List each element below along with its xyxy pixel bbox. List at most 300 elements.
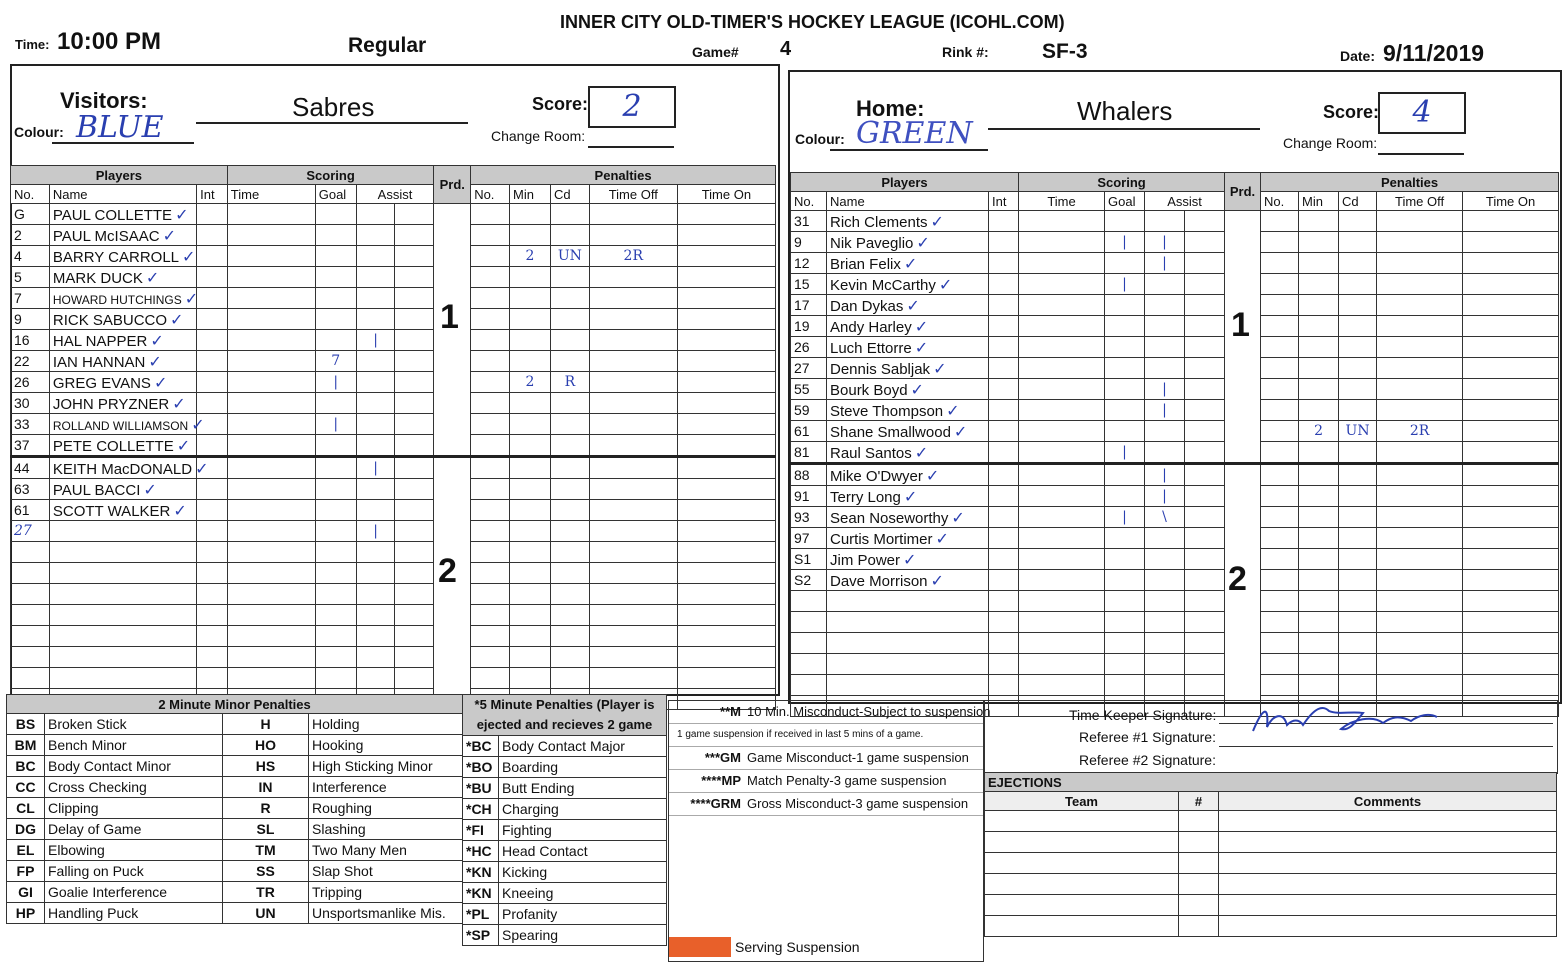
penalty-number-cell	[1261, 633, 1299, 654]
int-cell	[989, 464, 1019, 486]
assist-cell: |	[1145, 400, 1185, 421]
goal-cell	[315, 330, 356, 351]
player-number	[791, 675, 827, 696]
penalty-code-cell	[1339, 232, 1377, 253]
goal-cell	[1105, 570, 1145, 591]
table-row	[11, 393, 776, 414]
attendance-check-icon: ✓	[946, 400, 960, 420]
goal-time-cell	[227, 330, 315, 351]
ejection-cell	[1179, 874, 1219, 895]
attendance-check-icon: ✓	[182, 246, 196, 266]
assist2-cell	[1185, 295, 1225, 316]
minor-penalty-row	[7, 756, 463, 777]
ejection-cell	[1179, 832, 1219, 853]
minor-code: CC	[7, 777, 45, 798]
penalty-number-cell	[1261, 400, 1299, 421]
player-number: 22	[11, 351, 50, 372]
time-off-cell	[589, 204, 677, 225]
penalty-code-cell	[550, 605, 589, 626]
assist2-cell	[395, 267, 434, 288]
assist2-cell	[1185, 486, 1225, 507]
table-row	[791, 337, 1559, 358]
assist-cell	[356, 563, 395, 584]
time-off-cell	[589, 626, 677, 647]
penalty-code-cell	[550, 626, 589, 647]
penalty-code-cell	[550, 668, 589, 689]
assist2-cell	[395, 542, 434, 563]
date-value: 9/11/2019	[1383, 40, 1485, 66]
minor-code: BS	[7, 714, 45, 735]
time-on-cell	[677, 500, 775, 521]
player-name	[49, 563, 196, 584]
player-number: 19	[791, 316, 827, 337]
misconduct-row	[669, 747, 983, 770]
goal-time-cell	[227, 626, 315, 647]
table-row	[791, 507, 1559, 528]
assist2-cell	[395, 288, 434, 309]
misconduct-desc: 1 game suspension if received in last 5 mins of a game.	[677, 729, 924, 740]
penalty-code-cell	[1339, 507, 1377, 528]
assist-cell	[356, 267, 395, 288]
goal-cell	[315, 668, 356, 689]
player-name: GREG EVANS ✓	[49, 372, 196, 393]
penalty-number-cell	[471, 479, 510, 500]
player-name: BARRY CARROLL ✓	[49, 246, 196, 267]
penalty-code-cell	[1339, 486, 1377, 507]
misconduct-code: ****GRM	[690, 796, 741, 811]
player-name	[49, 647, 196, 668]
int-cell	[197, 605, 228, 626]
penalty-min-cell	[1299, 211, 1339, 232]
visitors-colour-label: Colour:	[14, 124, 64, 140]
goal-time-cell	[1019, 549, 1105, 570]
attendance-check-icon: ✓	[930, 570, 944, 590]
scoring-header: Scoring	[1019, 173, 1225, 192]
ejection-cell	[985, 895, 1179, 916]
goal-time-cell	[227, 584, 315, 605]
goal-cell	[1105, 633, 1145, 654]
table-row	[791, 358, 1559, 379]
minor-code: EL	[7, 840, 45, 861]
time-off-cell	[589, 500, 677, 521]
assist-cell	[1145, 675, 1185, 696]
assist2-cell	[395, 351, 434, 372]
int-cell	[197, 647, 228, 668]
home-score-label: Score:	[1323, 102, 1380, 122]
player-name	[827, 675, 989, 696]
table-row	[11, 372, 776, 393]
time-off-cell	[1377, 654, 1463, 675]
penalty-number-cell	[471, 246, 510, 267]
penalty-code-cell	[1339, 337, 1377, 358]
goal-time-cell	[227, 372, 315, 393]
assist2-cell	[395, 605, 434, 626]
misconduct-desc: Gross Misconduct-3 game suspension	[747, 796, 969, 811]
time-off-cell	[1377, 442, 1463, 464]
player-number: 16	[11, 330, 50, 351]
penalty-number-cell	[471, 521, 510, 542]
player-number: 12	[791, 253, 827, 274]
player-name	[49, 542, 196, 563]
player-number	[11, 668, 50, 689]
int-cell	[197, 309, 228, 330]
player-number: 93	[791, 507, 827, 528]
time-off-cell	[589, 225, 677, 246]
assist-cell	[356, 204, 395, 225]
attendance-check-icon: ✓	[170, 309, 184, 329]
attendance-check-icon: ✓	[910, 379, 924, 399]
assist2-cell	[1185, 211, 1225, 232]
player-name: PETE COLLETTE ✓	[49, 435, 196, 457]
player-number	[11, 647, 50, 668]
player-name: Luch Ettorre ✓	[827, 337, 989, 358]
minor-code: GI	[7, 882, 45, 903]
assist-cell	[356, 500, 395, 521]
home-change-room-label: Change Room:	[1283, 135, 1378, 151]
player-name: Mike O'Dwyer ✓	[827, 464, 989, 486]
player-number	[791, 654, 827, 675]
col-int: Int	[197, 185, 228, 204]
assist2-cell	[1185, 528, 1225, 549]
time-off-cell	[589, 542, 677, 563]
attendance-check-icon: ✓	[935, 528, 949, 548]
visitors-scoresheet	[10, 165, 776, 710]
goal-cell	[1105, 379, 1145, 400]
ejection-cell	[1219, 874, 1557, 895]
penalty-number-cell	[471, 393, 510, 414]
int-cell	[989, 421, 1019, 442]
penalty-code-cell	[550, 563, 589, 584]
ejection-row	[985, 811, 1557, 832]
major-code: *SP	[463, 925, 499, 946]
goal-cell	[315, 479, 356, 500]
goal-cell: |	[1105, 507, 1145, 528]
penalty-number-cell	[471, 288, 510, 309]
minor-code: CL	[7, 798, 45, 819]
penalty-min-cell	[510, 500, 551, 521]
penalty-code-cell	[550, 647, 589, 668]
time-on-cell	[677, 563, 775, 584]
time-on-cell	[1463, 633, 1559, 654]
assist-cell	[356, 647, 395, 668]
assist-cell: |	[356, 330, 395, 351]
time-off-cell	[1377, 570, 1463, 591]
minor-penalty-row	[7, 882, 463, 903]
int-cell	[989, 211, 1019, 232]
player-number: 37	[11, 435, 50, 457]
attendance-check-icon: ✓	[162, 225, 176, 245]
assist-cell	[1145, 591, 1185, 612]
penalty-min-cell	[1299, 528, 1339, 549]
player-name: Dennis Sabljak ✓	[827, 358, 989, 379]
int-cell	[989, 379, 1019, 400]
penalty-min-cell	[1299, 591, 1339, 612]
assist-cell	[1145, 633, 1185, 654]
goal-cell	[1105, 295, 1145, 316]
penalty-number-cell	[1261, 528, 1299, 549]
major-desc: Butt Ending	[499, 778, 667, 799]
major-desc: Spearing	[499, 925, 667, 946]
assist-cell	[356, 414, 395, 435]
penalties-header: Penalties	[1261, 173, 1559, 192]
penalty-number-cell	[1261, 379, 1299, 400]
assist-cell	[356, 225, 395, 246]
player-name: Steve Thompson ✓	[827, 400, 989, 421]
player-number: S2	[791, 570, 827, 591]
time-off-cell	[589, 668, 677, 689]
goal-cell: |	[1105, 232, 1145, 253]
table-row	[11, 288, 776, 309]
penalty-code-cell	[550, 225, 589, 246]
player-number: 4	[11, 246, 50, 267]
player-name: ROLLAND WILLIAMSON ✓	[49, 414, 196, 435]
table-row	[11, 225, 776, 246]
time-off-cell	[1377, 316, 1463, 337]
col-assist: Assist	[356, 185, 434, 204]
ejection-cell	[1219, 895, 1557, 916]
goal-time-cell	[1019, 337, 1105, 358]
col-time: Time	[227, 185, 315, 204]
time-on-cell	[1463, 528, 1559, 549]
player-number	[791, 633, 827, 654]
penalty-min-cell	[1299, 633, 1339, 654]
minor-penalties-legend	[6, 694, 463, 924]
minor-desc: Body Contact Minor	[45, 756, 223, 777]
time-on-cell	[1463, 654, 1559, 675]
attendance-check-icon: ✓	[173, 500, 187, 520]
time-off-cell	[589, 288, 677, 309]
assist-cell	[1145, 316, 1185, 337]
penalty-min-cell	[1299, 337, 1339, 358]
goal-cell	[1105, 528, 1145, 549]
major-penalty-row	[463, 925, 667, 946]
col-min: Min	[1299, 192, 1339, 211]
assist2-cell	[1185, 570, 1225, 591]
time-on-cell	[1463, 675, 1559, 696]
time-on-cell	[677, 668, 775, 689]
major-penalty-row	[463, 862, 667, 883]
time-off-cell	[589, 393, 677, 414]
goal-cell	[1105, 211, 1145, 232]
penalty-code-cell	[1339, 675, 1377, 696]
penalty-number-cell	[471, 584, 510, 605]
penalty-number-cell	[471, 668, 510, 689]
league-title: INNER CITY OLD-TIMER'S HOCKEY LEAGUE (ICOHL.COM)	[560, 12, 1065, 32]
penalty-code-cell	[550, 351, 589, 372]
time-on-cell	[1463, 421, 1559, 442]
minor-desc: Cross Checking	[45, 777, 223, 798]
player-number: 88	[791, 464, 827, 486]
home-colour: GREEN	[856, 116, 973, 151]
assist-cell	[1145, 358, 1185, 379]
minor-desc: Broken Stick	[45, 714, 223, 735]
time-off-cell	[589, 435, 677, 457]
minor-desc2: High Sticking Minor	[309, 756, 463, 777]
assist2-cell	[395, 330, 434, 351]
col-time-off: Time Off	[1377, 192, 1463, 211]
penalty-number-cell	[471, 647, 510, 668]
minor-code2: SL	[223, 819, 309, 840]
int-cell	[197, 500, 228, 521]
int-cell	[989, 675, 1019, 696]
assist-cell	[1145, 421, 1185, 442]
assist2-cell	[395, 204, 434, 225]
goal-time-cell	[1019, 570, 1105, 591]
ejection-cell	[1179, 811, 1219, 832]
signature-box	[984, 700, 1558, 774]
minor-penalty-row	[7, 798, 463, 819]
table-row	[11, 267, 776, 288]
table-row	[11, 309, 776, 330]
minor-desc2: Interference	[309, 777, 463, 798]
int-cell	[197, 563, 228, 584]
int-cell	[989, 253, 1019, 274]
int-cell	[197, 393, 228, 414]
assist-cell: \	[1145, 507, 1185, 528]
goal-cell: |	[315, 414, 356, 435]
penalty-number-cell	[1261, 442, 1299, 464]
time-on-cell	[1463, 211, 1559, 232]
penalty-number-cell	[471, 605, 510, 626]
game-number-label: Game#	[692, 44, 739, 60]
penalty-code-cell	[550, 414, 589, 435]
goal-time-cell	[227, 500, 315, 521]
major-desc: Body Contact Major	[499, 736, 667, 757]
col-int: Int	[989, 192, 1019, 211]
int-cell	[197, 351, 228, 372]
assist-cell	[1145, 654, 1185, 675]
goal-time-cell	[227, 668, 315, 689]
ejection-cell	[1219, 832, 1557, 853]
minor-desc: Goalie Interference	[45, 882, 223, 903]
attendance-check-icon: ✓	[925, 465, 940, 485]
scoring-header: Scoring	[227, 166, 434, 185]
player-number: 81	[791, 442, 827, 464]
assist-cell	[1145, 442, 1185, 464]
table-row	[11, 521, 776, 542]
penalty-min-cell	[1299, 358, 1339, 379]
time-off-cell: 2R	[1377, 421, 1463, 442]
player-number: 26	[791, 337, 827, 358]
penalty-number-cell	[1261, 337, 1299, 358]
player-name: Nik Paveglio ✓	[827, 232, 989, 253]
major-desc: Charging	[499, 799, 667, 820]
penalty-code-cell	[1339, 295, 1377, 316]
major-desc: Boarding	[499, 757, 667, 778]
major-penalty-row	[463, 883, 667, 904]
visitors-label: Visitors:	[60, 88, 148, 113]
visitors-colour: BLUE	[76, 110, 164, 145]
table-row	[791, 316, 1559, 337]
misconduct-row	[669, 724, 983, 747]
table-row	[791, 442, 1559, 464]
player-name: Sean Noseworthy ✓	[827, 507, 989, 528]
player-number: 27	[791, 358, 827, 379]
penalty-code-cell	[550, 521, 589, 542]
goal-cell	[1105, 253, 1145, 274]
penalty-number-cell	[471, 225, 510, 246]
int-cell	[197, 668, 228, 689]
assist2-cell	[395, 500, 434, 521]
player-name: Terry Long ✓	[827, 486, 989, 507]
time-off-cell	[1377, 232, 1463, 253]
major-penalties-legend	[462, 694, 667, 946]
int-cell	[197, 288, 228, 309]
home-period-1: 1	[1231, 306, 1250, 344]
ejection-cell	[985, 853, 1179, 874]
int-cell	[989, 274, 1019, 295]
goal-time-cell	[227, 393, 315, 414]
player-name	[49, 584, 196, 605]
penalty-number-cell	[1261, 421, 1299, 442]
minor-code2: TR	[223, 882, 309, 903]
major-header: *5 Minute Penalties (Player is ejected and recieves 2 game	[463, 695, 667, 736]
penalty-min-cell	[510, 605, 551, 626]
assist2-cell	[395, 521, 434, 542]
goal-cell	[315, 563, 356, 584]
goal-cell	[1105, 591, 1145, 612]
time-off-cell	[1377, 507, 1463, 528]
int-cell	[989, 358, 1019, 379]
goal-time-cell	[1019, 528, 1105, 549]
player-name: Dan Dykas ✓	[827, 295, 989, 316]
table-row	[791, 633, 1559, 654]
assist-cell	[1145, 549, 1185, 570]
assist2-cell	[1185, 337, 1225, 358]
game-time: 10:00 PM	[57, 28, 162, 55]
time-on-cell	[1463, 274, 1559, 295]
assist2-cell	[1185, 591, 1225, 612]
int-cell	[989, 400, 1019, 421]
time-on-cell	[677, 479, 775, 500]
time-off-cell	[589, 521, 677, 542]
assist2-cell	[1185, 549, 1225, 570]
int-cell	[989, 232, 1019, 253]
time-off-cell	[1377, 295, 1463, 316]
assist-cell	[356, 605, 395, 626]
misconduct-code: **M	[720, 704, 741, 719]
ejection-cell	[985, 874, 1179, 895]
assist2-cell	[395, 647, 434, 668]
int-cell	[197, 479, 228, 500]
penalty-number-cell	[471, 435, 510, 457]
assist2-cell	[395, 246, 434, 267]
ejections-col-number: #	[1179, 792, 1219, 811]
attendance-check-icon: ✓	[145, 267, 160, 287]
ejection-cell	[1219, 916, 1557, 937]
time-on-cell	[677, 246, 775, 267]
assist2-cell	[395, 309, 434, 330]
penalty-number-cell	[471, 626, 510, 647]
ejection-row	[985, 853, 1557, 874]
time-off-cell	[589, 267, 677, 288]
penalty-min-cell	[510, 267, 551, 288]
attendance-check-icon: ✓	[143, 479, 157, 499]
minor-desc: Bench Minor	[45, 735, 223, 756]
penalty-min-cell	[510, 309, 551, 330]
minor-code2: R	[223, 798, 309, 819]
visitors-team-underline	[196, 122, 468, 124]
int-cell	[197, 521, 228, 542]
assist-cell	[356, 668, 395, 689]
minor-desc: Delay of Game	[45, 819, 223, 840]
int-cell	[197, 267, 228, 288]
visitors-period-2: 2	[438, 552, 457, 590]
col-pen-no: No.	[1261, 192, 1299, 211]
assist-cell	[1145, 570, 1185, 591]
player-number: 61	[791, 421, 827, 442]
ejection-cell	[985, 916, 1179, 937]
